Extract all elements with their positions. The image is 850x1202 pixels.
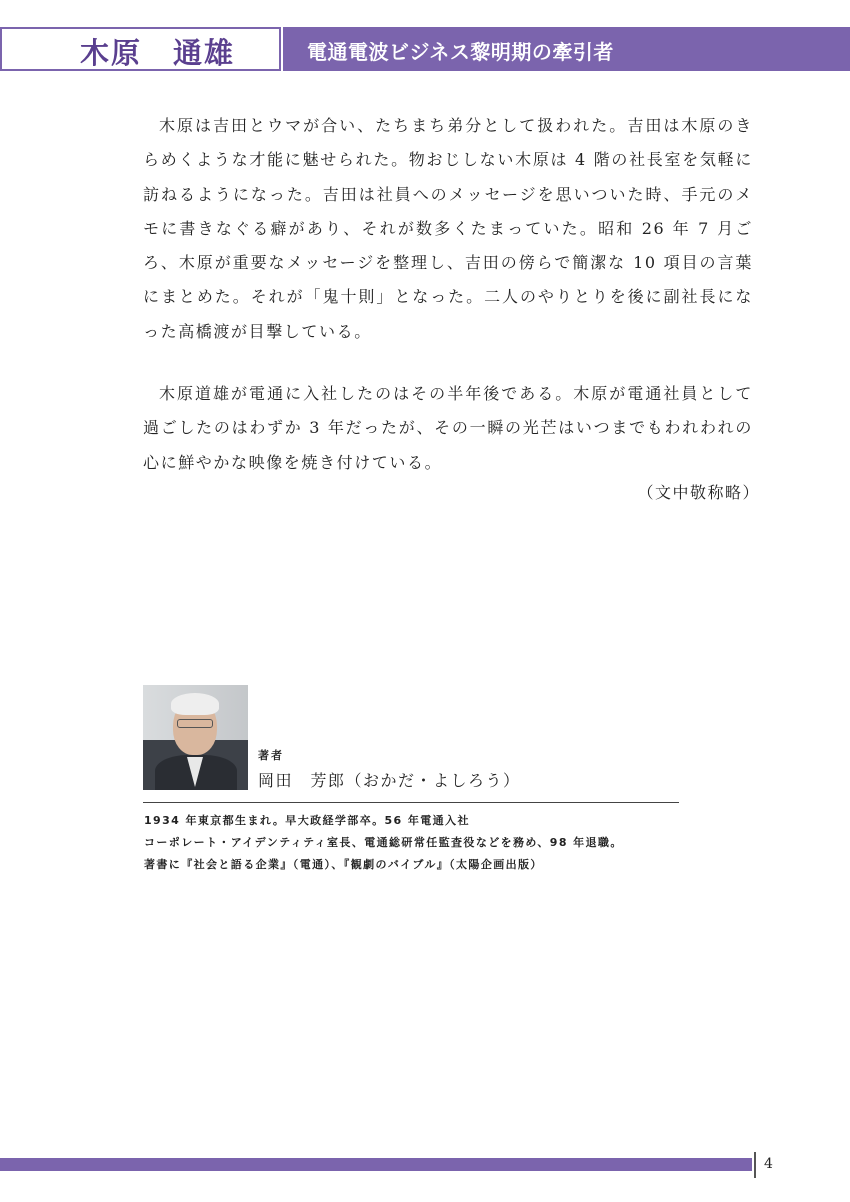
author-label: 著者 bbox=[258, 749, 284, 762]
footer-divider bbox=[754, 1152, 756, 1178]
author-bio-line-3: 著書に『社会と語る企業』（電通）、『観劇のバイブル』（太陽企画出版） bbox=[144, 858, 543, 871]
author-bio-line-1: 1934 年東京都生まれ。早大政経学部卒。56 年電通入社 bbox=[144, 814, 470, 827]
page-number: 4 bbox=[764, 1156, 773, 1172]
header-name-box bbox=[0, 27, 279, 71]
author-name: 岡田 芳郎（おかだ・よしろう） bbox=[258, 771, 521, 790]
header-name: 木原 通雄 bbox=[80, 36, 236, 70]
footer-bar bbox=[0, 1158, 752, 1171]
page-header bbox=[0, 27, 850, 73]
header-subtitle-bar bbox=[283, 27, 850, 71]
author-bio-line-2: コーポレート・アイデンティティ室長、電通総研常任監査役などを務め、98 年退職。 bbox=[144, 836, 623, 849]
author-divider bbox=[143, 802, 679, 803]
body-paragraph-1: 木原は吉田とウマが合い、たちまち弟分として扱われた。吉田は木原のきらめくような才能に魅せられた。物おじしない木原は 4 階の社長室を気軽に訪ねるようになった。吉田は社員へのメッセージを思いついた時、手元のメモに書きなぐる癖があり、それが数多くたまっていた。昭和 26 年 7 月ごろ、木原が重要なメッセージを整理し、吉田の傍らで簡潔な 10 項目の言葉にまとめた。それが「鬼十則」となった。二人のやりとりを後に副社長になった高橋渡が目撃している。 bbox=[143, 116, 753, 341]
body-paragraph-2: 木原道雄が電通に入社したのはその半年後である。木原が電通社員として過ごしたのはわずか 3 年だったが、その一瞬の光芒はいつまでもわれわれの心に鮮やかな映像を焼き付けている。 bbox=[143, 384, 753, 472]
header-subtitle: 電通電波ビジネス黎明期の牽引者 bbox=[307, 40, 614, 64]
closing-note: （文中敬称略） bbox=[637, 483, 760, 502]
author-photo bbox=[143, 685, 248, 790]
